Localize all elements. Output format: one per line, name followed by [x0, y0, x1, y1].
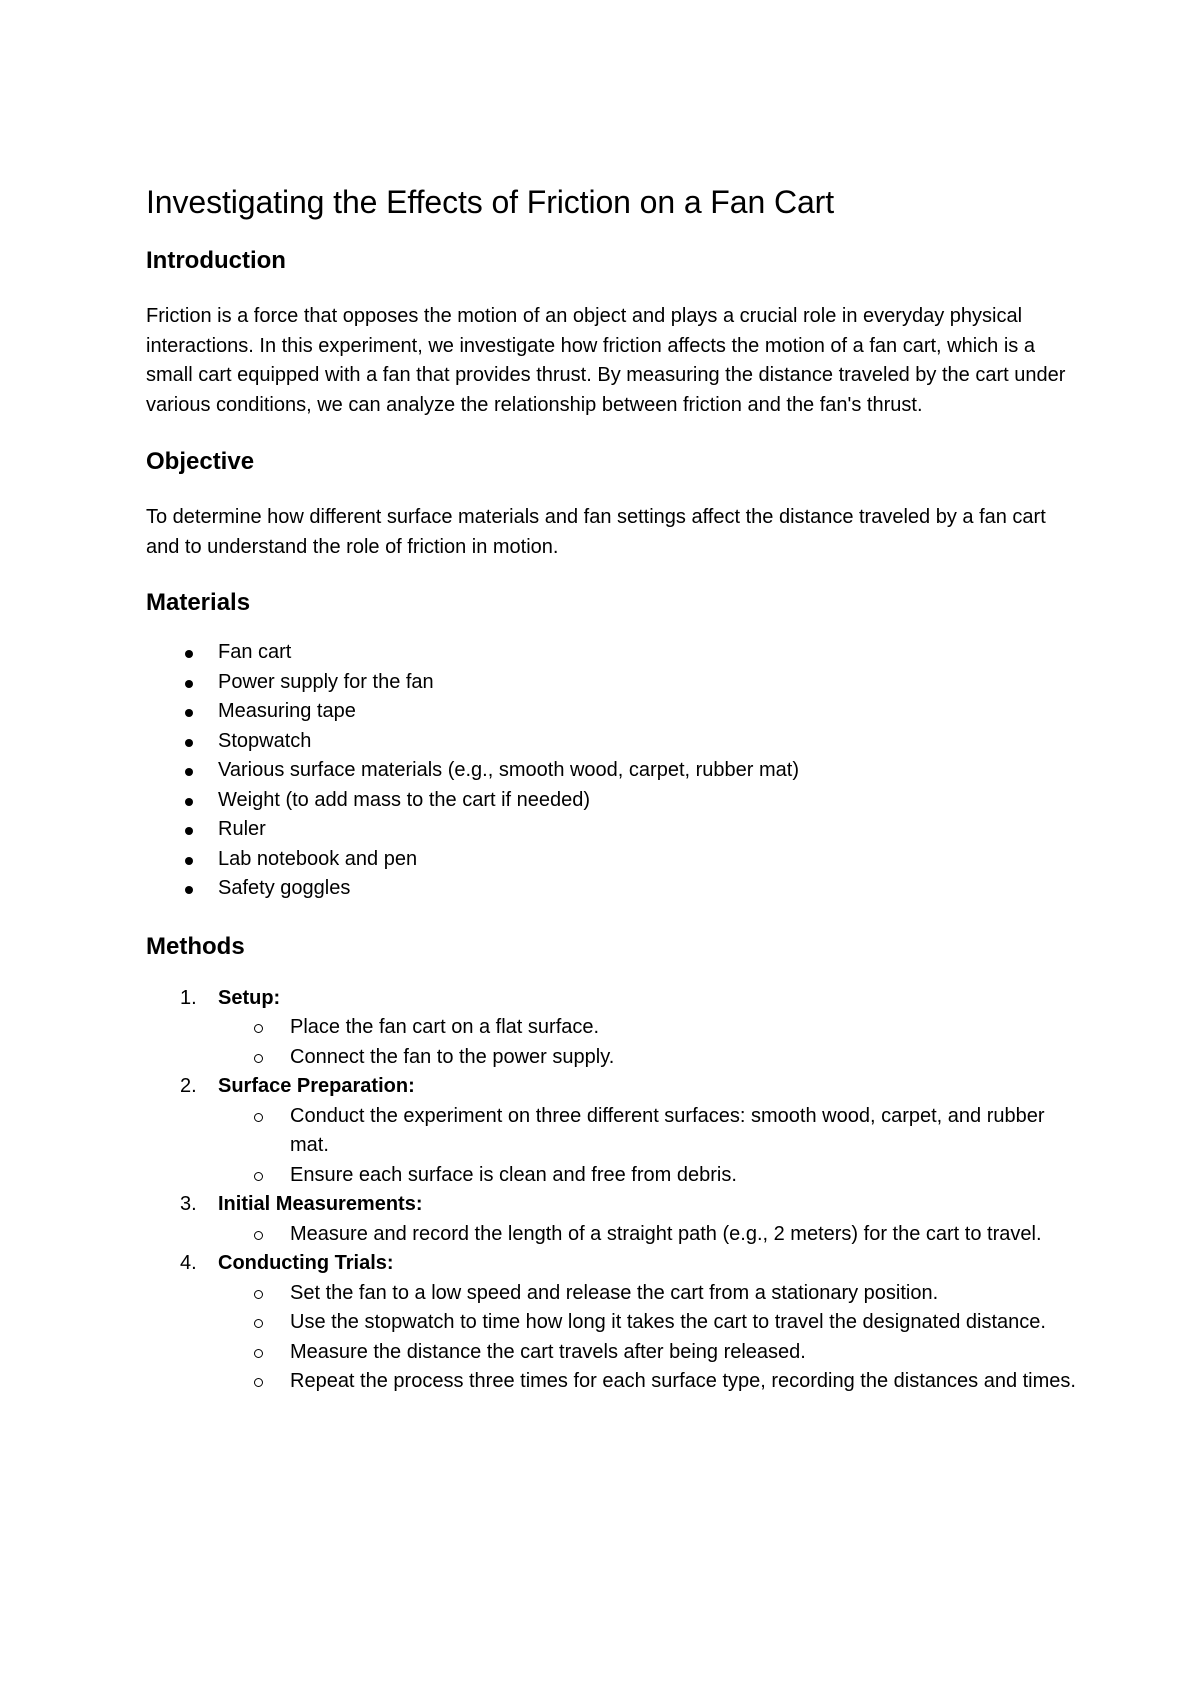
step-subitem [218, 1279, 1076, 1309]
methods-list [146, 984, 1076, 1397]
material-label: Fan cart [218, 641, 292, 663]
bullet-icon [185, 827, 193, 835]
step-label: Surface Preparation: [218, 1075, 415, 1097]
material-label: Lab notebook and pen [218, 847, 418, 870]
materials-list-item [146, 668, 1076, 698]
step-sublist [218, 1013, 1076, 1072]
subitem-text: Conduct the experiment on three different surfaces: smooth wood, carpet, and rubber mat. [290, 1104, 1045, 1156]
objective-heading: Objective [146, 448, 255, 475]
step-label: Conducting Trials: [218, 1252, 394, 1274]
subitem-text: Place the fan cart on a flat surface. [290, 1016, 600, 1038]
material-label: Power supply for the fan [218, 670, 434, 693]
materials-list-item [146, 845, 1076, 875]
document-page [146, 180, 1076, 1397]
materials-list-item [146, 727, 1076, 757]
materials-list-item [146, 756, 1076, 786]
step-number: 2. [180, 1075, 197, 1097]
hollow-bullet-icon [254, 1054, 263, 1063]
materials-heading: Materials [146, 589, 251, 616]
material-label: Various surface materials (e.g., smooth wood, carpet, rubber mat) [218, 759, 799, 781]
subitem-text: Set the fan to a low speed and release the cart from a stationary position. [290, 1281, 939, 1304]
material-label: Weight (to add mass to the cart if needed) [218, 788, 591, 811]
step-subitem [218, 1013, 1076, 1043]
step-sublist [218, 1220, 1076, 1250]
step-subitem [218, 1102, 1076, 1161]
material-label: Stopwatch [218, 729, 312, 752]
methods-heading: Methods [146, 932, 245, 960]
document-title: Investigating the Effects of Friction on a Fan Cart [146, 184, 834, 220]
bullet-icon [185, 680, 193, 688]
step-label: Initial Measurements: [218, 1193, 423, 1215]
hollow-bullet-icon [254, 1319, 263, 1328]
subitem-text: Connect the fan to the power supply. [290, 1045, 615, 1068]
hollow-bullet-icon [254, 1290, 263, 1299]
materials-list [146, 638, 1076, 904]
step-sublist [218, 1279, 1076, 1397]
bullet-icon [185, 768, 193, 776]
hollow-bullet-icon [254, 1024, 263, 1033]
step-sublist [218, 1102, 1076, 1191]
hollow-bullet-icon [254, 1349, 263, 1358]
step-subitem [218, 1338, 1076, 1368]
subitem-text: Measure and record the length of a straight path (e.g., 2 meters) for the cart to travel. [290, 1222, 1042, 1245]
subitem-text: Measure the distance the cart travels after being released. [290, 1340, 806, 1363]
subitem-text: Ensure each surface is clean and free from debris. [290, 1163, 737, 1186]
subitem-text: Use the stopwatch to time how long it takes the cart to travel the designated distance. [290, 1311, 1046, 1333]
material-label: Ruler [218, 818, 266, 840]
step-subitem [218, 1308, 1076, 1338]
materials-list-item [146, 697, 1076, 727]
materials-list-item [146, 638, 1076, 668]
method-step [146, 1249, 1076, 1397]
method-step [146, 984, 1076, 1073]
bullet-icon [185, 650, 193, 658]
step-subitem [218, 1367, 1076, 1397]
bullet-icon [185, 709, 193, 717]
introduction-heading: Introduction [146, 247, 286, 274]
objective-paragraph: To determine how different surface materials and fan settings affect the distance traveled by a fan cart and to understand the role of friction in motion. [146, 506, 1046, 558]
bullet-icon [185, 886, 193, 894]
step-subitem [218, 1161, 1076, 1191]
materials-list-item [146, 874, 1076, 904]
subitem-text: Repeat the process three times for each surface type, recording the distances and times. [290, 1370, 1076, 1392]
step-number: 4. [180, 1252, 197, 1274]
hollow-bullet-icon [254, 1172, 263, 1181]
materials-list-item [146, 786, 1076, 816]
hollow-bullet-icon [254, 1113, 263, 1122]
step-number: 3. [180, 1193, 197, 1215]
step-subitem [218, 1220, 1076, 1250]
method-step [146, 1072, 1076, 1190]
introduction-paragraph: Friction is a force that opposes the motion of an object and plays a crucial role in everyday physical interactions. In this experiment, we investigate how friction affects the motion of a fan cart, which is a small cart equipped with a fan that provides thrust. By measuring the distance traveled by the cart under various conditions, we can analyze the relationship between friction and the fan's thrust. [146, 305, 1066, 416]
step-number: 1. [180, 986, 197, 1009]
hollow-bullet-icon [254, 1378, 263, 1387]
bullet-icon [185, 739, 193, 747]
bullet-icon [185, 798, 193, 806]
material-label: Safety goggles [218, 877, 351, 899]
step-subitem [218, 1043, 1076, 1073]
hollow-bullet-icon [254, 1231, 263, 1240]
bullet-icon [185, 857, 193, 865]
method-step [146, 1190, 1076, 1249]
materials-list-item [146, 815, 1076, 845]
material-label: Measuring tape [218, 700, 356, 722]
step-label: Setup: [218, 986, 281, 1009]
